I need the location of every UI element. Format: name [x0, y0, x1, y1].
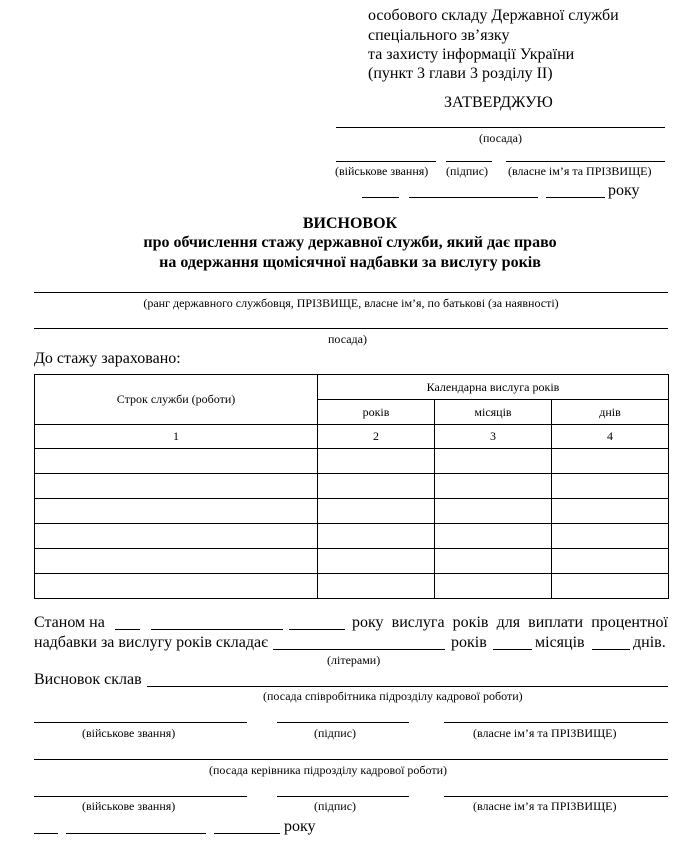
summary-as-of: Станом на	[34, 614, 105, 631]
table-row	[35, 474, 669, 499]
approve-name-caption: (власне ім’я та ПРІЗВИЩЕ)	[508, 164, 652, 178]
summary-months-line	[592, 649, 630, 650]
col-header-years: років	[318, 400, 435, 425]
date-year-word: року	[284, 818, 316, 835]
col-num-4: 4	[552, 425, 669, 449]
date-month-line	[66, 833, 206, 834]
summary-day-line	[115, 629, 140, 630]
summary-line2-start: надбавки за вислугу років складає	[34, 634, 268, 651]
compiled-position-caption: (посада співробітника підрозділу кадрової роботи)	[263, 689, 523, 703]
approve-rank-caption: (військове звання)	[335, 164, 429, 178]
person-caption-2: посада)	[328, 332, 367, 346]
compiled-signature-caption: (підпис)	[314, 726, 357, 740]
compiled-label: Висновок склав	[34, 671, 142, 688]
date-day-line	[34, 833, 58, 834]
head-position-caption: (посада керівника підрозділу кадрової роботи)	[209, 763, 448, 777]
person-caption-1: (ранг державного службовця, ПРІЗВИЩЕ, власне ім’я, по батькові (за наявності)	[143, 296, 559, 310]
approve-position-line	[336, 127, 665, 128]
head-name-caption: (власне ім’я та ПРІЗВИЩЕ)	[473, 799, 617, 813]
head-name-line	[444, 796, 668, 797]
summary-days-word: днів.	[633, 634, 666, 651]
compiled-name-caption: (власне ім’я та ПРІЗВИЩЕ)	[473, 726, 617, 740]
head-rank-line	[34, 796, 247, 797]
approve-title: ЗАТВЕРДЖУЮ	[444, 94, 553, 111]
summary-letters-line	[273, 649, 445, 650]
approve-month-line	[409, 197, 538, 198]
doc-title-line2: на одержання щомісячної надбавки за вислугу років	[159, 254, 541, 271]
header-line-1: особового складу Державної служби	[368, 7, 619, 24]
table-row	[35, 574, 669, 599]
doc-title-line1: про обчислення стажу державної служби, який дає право	[143, 234, 557, 251]
compiled-position-line	[147, 686, 668, 687]
head-signature-caption: (підпис)	[314, 799, 357, 813]
summary-years-word: років	[451, 634, 487, 651]
approve-rank-line	[336, 161, 436, 162]
approve-signature-line	[446, 161, 492, 162]
person-line-2	[34, 328, 668, 329]
col-num-1: 1	[35, 425, 318, 449]
col-header-days: днів	[552, 400, 669, 425]
col-header-period: Строк служби (роботи)	[35, 375, 318, 425]
date-year-line	[214, 833, 280, 834]
approve-signature-caption: (підпис)	[446, 164, 489, 178]
compiled-signature-line	[277, 722, 409, 723]
summary-letters-caption: (літерами)	[327, 653, 381, 667]
table-row	[35, 549, 669, 574]
compiled-rank-line	[34, 722, 247, 723]
summary-months-word: місяців	[535, 634, 585, 651]
approve-position-caption: (посада)	[479, 131, 522, 145]
head-signature-line	[277, 796, 409, 797]
col-num-3: 3	[435, 425, 552, 449]
table-row	[35, 449, 669, 474]
service-table	[34, 374, 669, 599]
header-line-4: (пункт 3 глави 3 розділу II)	[368, 65, 553, 82]
counted-label: До стажу зараховано:	[34, 350, 181, 367]
head-rank-caption: (військове звання)	[82, 799, 176, 813]
summary-years-line	[493, 649, 532, 650]
header-line-3: та захисту інформації України	[368, 46, 575, 63]
approve-day-line	[362, 197, 399, 198]
summary-year-text: року вислуга років для виплати процентної	[352, 614, 668, 631]
approve-year-line	[546, 197, 605, 198]
doc-title: ВИСНОВОК	[302, 215, 398, 232]
approve-name-line	[506, 161, 665, 162]
col-header-calendar: Календарна вислуга років	[318, 375, 669, 400]
table-row	[35, 499, 669, 524]
summary-month-line	[151, 629, 283, 630]
col-header-months: місяців	[435, 400, 552, 425]
table-row	[35, 524, 669, 549]
compiled-name-line	[444, 722, 668, 723]
summary-year-line	[289, 629, 345, 630]
approve-year-word: року	[608, 182, 640, 199]
col-num-2: 2	[318, 425, 435, 449]
header-line-2: спеціального зв’язку	[368, 27, 510, 44]
compiled-rank-caption: (військове звання)	[82, 726, 176, 740]
head-position-line	[34, 759, 668, 760]
person-line-1	[34, 292, 668, 293]
